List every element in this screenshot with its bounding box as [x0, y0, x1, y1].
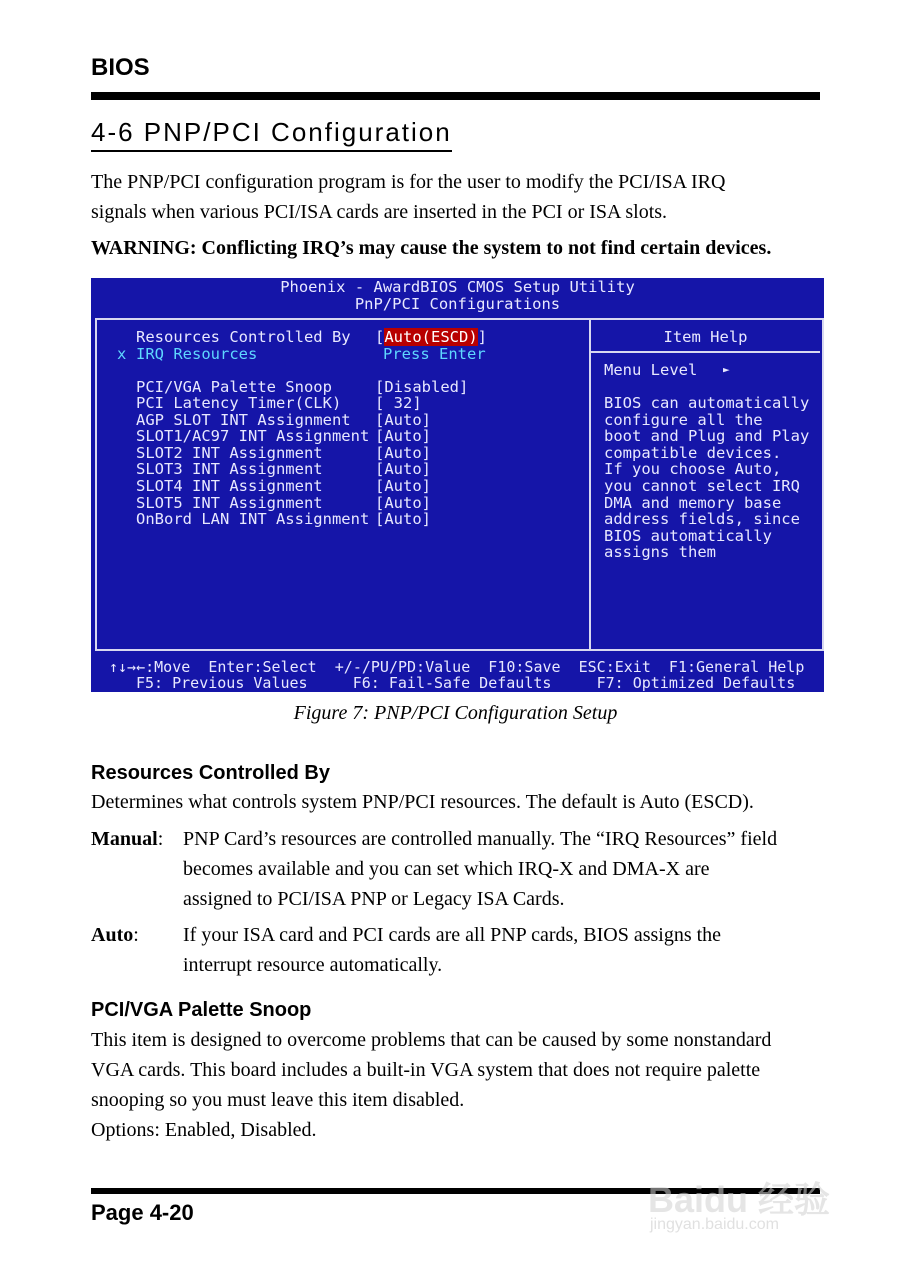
bios-menu-arrow-icon: ► — [723, 363, 730, 376]
bios-menu-level: Menu Level — [604, 361, 698, 379]
snoop-heading: PCI/VGA Palette Snoop — [91, 999, 312, 1021]
bios-help-line: DMA and memory base — [604, 494, 782, 512]
snoop-paragraph — [91, 1025, 821, 1145]
bios-help-line: compatible devices. — [604, 444, 782, 462]
bios-item-label[interactable]: SLOT5 INT Assignment — [136, 494, 323, 512]
manual-line: assigned to PCI/ISA PNP or Legacy ISA Cards. — [183, 888, 565, 910]
header-title: BIOS — [91, 54, 150, 81]
bios-footer-line-2: F5: Previous Values F6: Fail-Safe Defaults F7: Optimized Defaults — [136, 674, 796, 692]
snoop-line: This item is designed to overcome problems that can be caused by some nonstandard — [91, 1029, 772, 1051]
bios-item-marker: x — [117, 345, 127, 363]
section-title: 4-6 PNP/PCI Configuration — [91, 117, 452, 152]
bios-item-value[interactable]: [Auto] — [375, 510, 431, 528]
snoop-line: VGA cards. This board includes a built-in VGA system that does not require palette — [91, 1059, 761, 1081]
header-rule — [91, 92, 820, 100]
bios-item-value[interactable]: [Auto] — [375, 494, 431, 512]
bios-help-line: BIOS automatically — [604, 527, 772, 545]
bios-item-label[interactable]: AGP SLOT INT Assignment — [136, 411, 351, 429]
bios-item-label[interactable]: SLOT2 INT Assignment — [136, 444, 323, 462]
bios-item-value[interactable]: [Auto] — [375, 460, 431, 478]
bios-item-label[interactable]: IRQ Resources — [136, 345, 258, 363]
bios-help-line: boot and Plug and Play — [604, 427, 810, 445]
snoop-line: snooping so you must leave this item disabled. — [91, 1089, 465, 1111]
bios-item-label[interactable]: PCI Latency Timer(CLK) — [136, 394, 342, 412]
bios-item-value[interactable]: [Auto] — [375, 477, 431, 495]
manual-line: PNP Card’s resources are controlled manually. The “IRQ Resources” field — [183, 828, 778, 850]
bios-item-label[interactable]: SLOT1/AC97 INT Assignment — [136, 427, 370, 445]
bios-item-value[interactable]: [Auto(ESCD)] — [375, 328, 488, 346]
bios-subtitle: PnP/PCI Configurations — [354, 295, 561, 313]
rcb-heading: Resources Controlled By — [91, 762, 330, 784]
intro-line-1: The PNP/PCI configuration program is for the user to modify the PCI/ISA IRQ — [91, 171, 726, 193]
intro-paragraph — [91, 167, 821, 227]
auto-term: Auto: — [91, 924, 139, 946]
auto-definition — [183, 920, 823, 980]
manual-line: becomes available and you can set which IRQ-X and DMA-X are — [183, 858, 710, 880]
bios-help-line: BIOS can automatically — [604, 394, 810, 412]
bios-item-value[interactable]: [Auto] — [375, 427, 431, 445]
bios-screen — [91, 278, 824, 692]
bios-item-label[interactable]: Resources Controlled By — [136, 328, 351, 346]
bios-item-value[interactable]: [ 32] — [375, 394, 422, 412]
bios-help-line: address fields, since — [604, 510, 800, 528]
bios-title: Phoenix - AwardBIOS CMOS Setup Utility — [280, 278, 635, 296]
bios-help-line: configure all the — [604, 411, 763, 429]
bios-help-line: If you choose Auto, — [604, 460, 782, 478]
rcb-text: Determines what controls system PNP/PCI resources. The default is Auto (ESCD). — [91, 791, 754, 813]
manual-definition — [183, 824, 823, 914]
bios-help-line: assigns them — [604, 543, 716, 561]
bios-help-rule — [591, 351, 820, 353]
bios-item-label[interactable]: SLOT3 INT Assignment — [136, 460, 323, 478]
bios-help-title: Item Help — [663, 328, 748, 346]
auto-line: If your ISA card and PCI cards are all PNP cards, BIOS assigns the — [183, 924, 722, 946]
auto-term-label: Auto — [91, 924, 134, 946]
bios-selected-value[interactable]: Auto(ESCD) — [384, 328, 478, 346]
bios-item-value[interactable]: Press Enter — [383, 345, 486, 363]
snoop-line: Options: Enabled, Disabled. — [91, 1119, 317, 1141]
bios-item-value[interactable]: [Auto] — [375, 411, 431, 429]
watermark-url: jingyan.baidu.com — [650, 1216, 779, 1233]
bios-footer-line-1: ↑↓→←:Move Enter:Select +/-/PU/PD:Value F10:Save ESC:Exit F1:General Help — [109, 658, 805, 676]
bios-item-label[interactable]: SLOT4 INT Assignment — [136, 477, 323, 495]
auto-line: interrupt resource automatically. — [183, 954, 443, 976]
warning-text: WARNING: Conflicting IRQ’s may cause the system to not find certain devices. — [91, 237, 772, 259]
bios-item-label[interactable]: OnBord LAN INT Assignment — [136, 510, 370, 528]
manual-term: Manual: — [91, 828, 164, 850]
page-number: Page 4-20 — [91, 1200, 194, 1225]
watermark-brand: Baidu 经验 — [648, 1179, 831, 1220]
figure-caption: Figure 7: PNP/PCI Configuration Setup — [293, 702, 618, 724]
bios-item-value[interactable]: [Auto] — [375, 444, 431, 462]
bios-item-label[interactable]: PCI/VGA Palette Snoop — [136, 378, 332, 396]
bios-item-value[interactable]: [Disabled] — [375, 378, 469, 396]
bios-help-line: you cannot select IRQ — [604, 477, 800, 495]
intro-line-2: signals when various PCI/ISA cards are inserted in the PCI or ISA slots. — [91, 201, 668, 223]
watermark — [648, 1150, 868, 1250]
manual-term-label: Manual — [91, 828, 158, 850]
bios-divider — [589, 320, 591, 649]
